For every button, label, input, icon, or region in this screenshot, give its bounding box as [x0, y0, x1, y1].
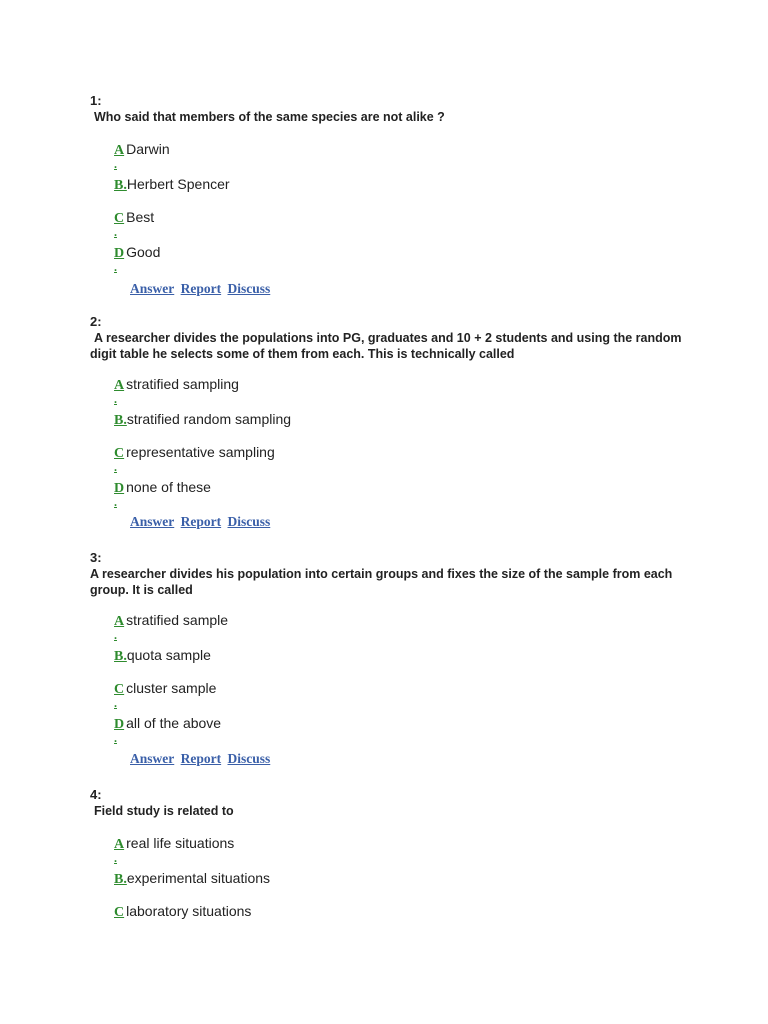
report-link[interactable]: Report: [180, 751, 222, 766]
option-c[interactable]: [114, 444, 690, 479]
option-text: none of these: [126, 479, 211, 495]
report-link[interactable]: Report: [180, 514, 222, 529]
option-letter[interactable]: B.: [114, 872, 127, 887]
option-letter[interactable]: C: [114, 211, 125, 226]
option-text: laboratory situations: [126, 903, 252, 919]
action-links: [130, 514, 690, 530]
option-b[interactable]: [114, 176, 690, 209]
option-text: Good: [126, 244, 161, 260]
option-letter[interactable]: B.: [114, 178, 127, 193]
question-text: Who said that members of the same species are not alike ?: [94, 110, 445, 124]
option-letter[interactable]: A: [114, 378, 125, 393]
options-list: [114, 612, 690, 750]
option-text: real life situations: [126, 835, 235, 851]
option-dot: .: [114, 628, 117, 642]
option-text: stratified random sampling: [126, 411, 292, 427]
option-letter[interactable]: B.: [114, 413, 127, 428]
option-d[interactable]: [114, 715, 690, 750]
option-dot: .: [114, 260, 117, 274]
option-c[interactable]: [114, 903, 690, 938]
report-link[interactable]: Report: [180, 281, 222, 296]
question-2: [90, 315, 690, 530]
option-text: stratified sampling: [126, 376, 239, 392]
option-b[interactable]: [114, 647, 690, 680]
option-a[interactable]: [114, 612, 690, 647]
option-letter[interactable]: C: [114, 905, 125, 920]
option-b[interactable]: [114, 870, 690, 903]
option-letter[interactable]: A: [114, 614, 125, 629]
question-3: [90, 551, 690, 767]
option-text: cluster sample: [126, 680, 217, 696]
option-letter[interactable]: D: [114, 717, 125, 732]
options-list: [114, 376, 690, 514]
option-text: representative sampling: [126, 444, 275, 460]
option-a[interactable]: [114, 376, 690, 411]
discuss-link[interactable]: Discuss: [227, 281, 271, 296]
action-links: [130, 281, 690, 297]
option-dot: .: [114, 392, 117, 406]
discuss-link[interactable]: Discuss: [227, 751, 271, 766]
discuss-link[interactable]: Discuss: [227, 514, 271, 529]
option-text: Best: [126, 209, 155, 225]
option-text: quota sample: [126, 647, 211, 663]
option-text: stratified sample: [126, 612, 229, 628]
option-letter[interactable]: D: [114, 246, 125, 261]
option-letter[interactable]: A: [114, 143, 125, 158]
question-text: A researcher divides his population into certain groups and fixes the size of the sample from each group. It is called: [90, 567, 673, 597]
option-dot: .: [114, 495, 117, 509]
question-number: 4:: [90, 787, 102, 802]
option-text: experimental situations: [126, 870, 271, 886]
option-letter[interactable]: B.: [114, 649, 127, 664]
option-text: Darwin: [126, 141, 170, 157]
option-d[interactable]: [114, 244, 690, 279]
options-list: [114, 835, 690, 938]
option-letter[interactable]: A: [114, 837, 125, 852]
option-text: Herbert Spencer: [126, 176, 230, 192]
option-dot: .: [114, 460, 117, 474]
question-4: [90, 788, 690, 938]
option-letter[interactable]: D: [114, 481, 125, 496]
option-dot: .: [114, 851, 117, 865]
question-text: Field study is related to: [94, 804, 234, 818]
option-a[interactable]: [114, 141, 690, 176]
option-c[interactable]: [114, 680, 690, 715]
question-number: 3:: [90, 550, 102, 565]
option-b[interactable]: [114, 411, 690, 444]
option-dot: .: [114, 731, 117, 745]
option-text: all of the above: [126, 715, 222, 731]
question-1: [90, 94, 690, 297]
option-dot: .: [114, 225, 117, 239]
question-number: 1:: [90, 93, 102, 108]
option-a[interactable]: [114, 835, 690, 870]
option-d[interactable]: [114, 479, 690, 514]
options-list: [114, 141, 690, 279]
answer-link[interactable]: Answer: [130, 514, 175, 529]
option-dot: .: [114, 157, 117, 171]
answer-link[interactable]: Answer: [130, 281, 175, 296]
question-text: A researcher divides the populations into PG, graduates and 10 + 2 students and using the random digit table he selects some of them from each. This is technically called: [90, 331, 682, 361]
option-letter[interactable]: C: [114, 682, 125, 697]
question-number: 2:: [90, 314, 102, 329]
option-dot: .: [114, 696, 117, 710]
option-c[interactable]: [114, 209, 690, 244]
action-links: [130, 751, 690, 767]
answer-link[interactable]: Answer: [130, 751, 175, 766]
option-letter[interactable]: C: [114, 446, 125, 461]
